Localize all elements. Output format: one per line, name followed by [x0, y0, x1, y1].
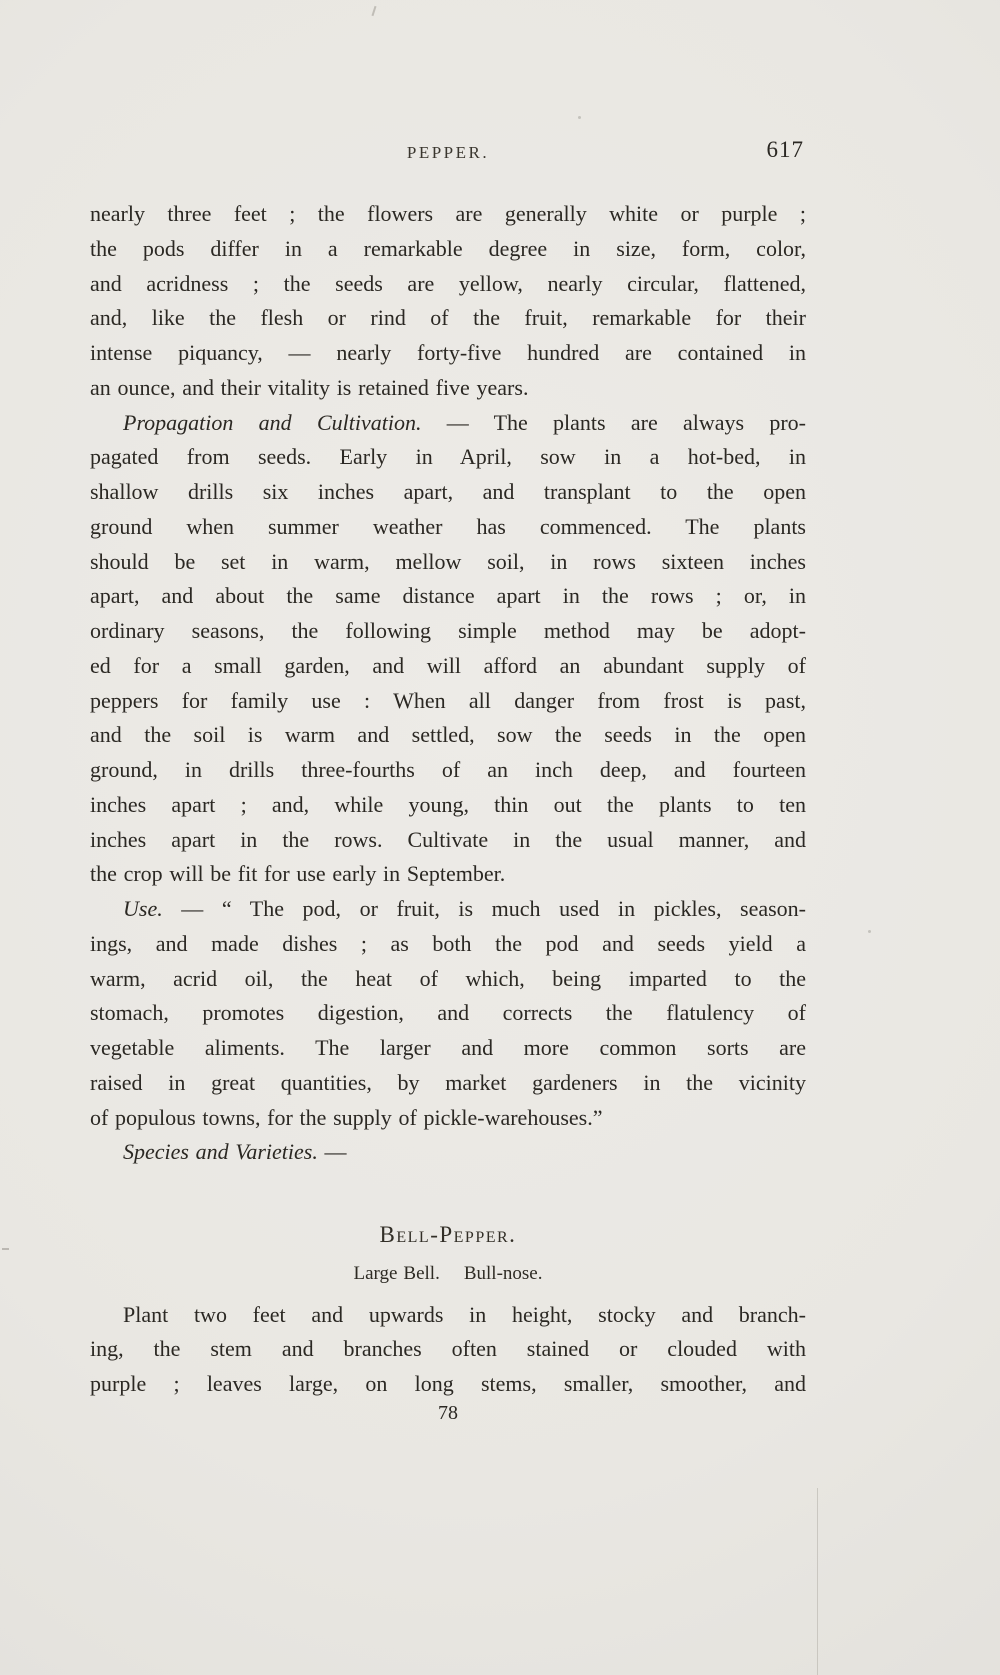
body-line: should be set in warm, mellow soil, in rows sixteen inches [90, 548, 806, 574]
body-line: intense piquancy, — nearly forty-five hundred are contained in [90, 340, 806, 365]
body-line: and acridness ; the seeds are yellow, nearly circular, flattened, [90, 270, 806, 296]
synonym-bull-nose: Bull-nose. [463, 1262, 543, 1284]
paragraph-lead-rest: — The plants are always pro- [421, 409, 807, 435]
body-line: purple ; leaves large, on long stems, smaller, smoother, and [90, 1371, 806, 1396]
section-heading: Bell-Pepper. [379, 1222, 517, 1247]
body-line: raised in great quantities, by market gardeners in the vicinity [90, 1069, 806, 1095]
body-line: ings, and made dishes ; as both the pod and seeds yield a [90, 930, 806, 956]
paragraph-description [90, 197, 806, 406]
body-line: shallow drills six inches apart, and transplant to the open [90, 479, 806, 504]
body-line: the pods differ in a remarkable degree in size, form, color, [90, 235, 806, 261]
paragraph-use [90, 892, 806, 1135]
body-line: ing, the stem and branches often stained or clouded with [90, 1336, 806, 1362]
body-line: warm, acrid oil, the heat of which, being imparted to the [90, 965, 806, 991]
body-line: peppers for family use : When all danger from frost is past, [90, 687, 806, 713]
variety-synonyms [90, 1257, 806, 1292]
paragraph-propagation [90, 406, 806, 893]
body-line: an ounce, and their vitality is retained five years. [90, 374, 529, 400]
body-line: ground when summer weather has commenced. The plants [90, 513, 806, 539]
signature-number: 78 [438, 1402, 458, 1424]
section-bell-pepper [90, 1218, 806, 1292]
body-line: apart, and about the same distance apart in the rows ; or, in [90, 583, 806, 609]
body-line [90, 1135, 806, 1170]
scan-artifact [372, 6, 377, 16]
body-line: ordinary seasons, the following simple method may be adopt- [90, 618, 806, 643]
body-text [90, 197, 806, 1402]
body-line: nearly three feet ; the flowers are generally white or purple ; [90, 201, 806, 226]
page-footer [90, 1402, 806, 1425]
body-line: inches apart in the rows. Cultivate in the usual manner, and [90, 826, 806, 852]
body-line: inches apart ; and, while young, thin out the plants to ten [90, 791, 806, 817]
page-header [90, 137, 806, 174]
body-line [90, 406, 806, 441]
body-line: pagated from seeds. Early in April, sow in a hot-bed, in [90, 444, 806, 470]
scan-artifact [868, 930, 871, 933]
body-line: the crop will be fit for use early in September. [90, 861, 506, 887]
body-line: ground, in drills three-fourths of an inch deep, and fourteen [90, 757, 806, 782]
paragraph-lead-rest: — “ The pod, or fruit, is much used in pickles, season- [162, 896, 806, 921]
body-line: of populous towns, for the supply of pickle-warehouses.” [90, 1104, 603, 1130]
paragraph-lead-italic: Species and Varieties. [123, 1139, 318, 1165]
body-line: and the soil is warm and settled, sow the seeds in the open [90, 722, 806, 748]
paragraph-lead-rest: — [317, 1139, 347, 1165]
body-line: and, like the flesh or rind of the fruit, remarkable for their [90, 305, 806, 331]
body-line: Plant two feet and upwards in height, stocky and branch- [123, 1301, 806, 1327]
body-line: vegetable aliments. The larger and more common sorts are [90, 1035, 806, 1060]
paragraph-bell-pepper-description [90, 1298, 806, 1402]
synonym-large-bell: Large Bell. [353, 1262, 440, 1284]
body-line: ed for a small garden, and will afford an abundant supply of [90, 652, 806, 678]
paragraph-species-varieties [90, 1135, 806, 1170]
scan-artifact [578, 116, 581, 119]
scan-artifact [2, 1248, 9, 1250]
page-number: 617 [766, 137, 804, 162]
body-line [90, 892, 806, 927]
paragraph-lead-italic: Use. [123, 896, 163, 921]
paragraph-lead-italic: Propagation and Cultivation. [123, 409, 422, 435]
running-title: PEPPER. [406, 143, 490, 162]
scan-artifact [817, 1488, 818, 1675]
body-line: stomach, promotes digestion, and corrects the flatulency of [90, 1000, 806, 1026]
